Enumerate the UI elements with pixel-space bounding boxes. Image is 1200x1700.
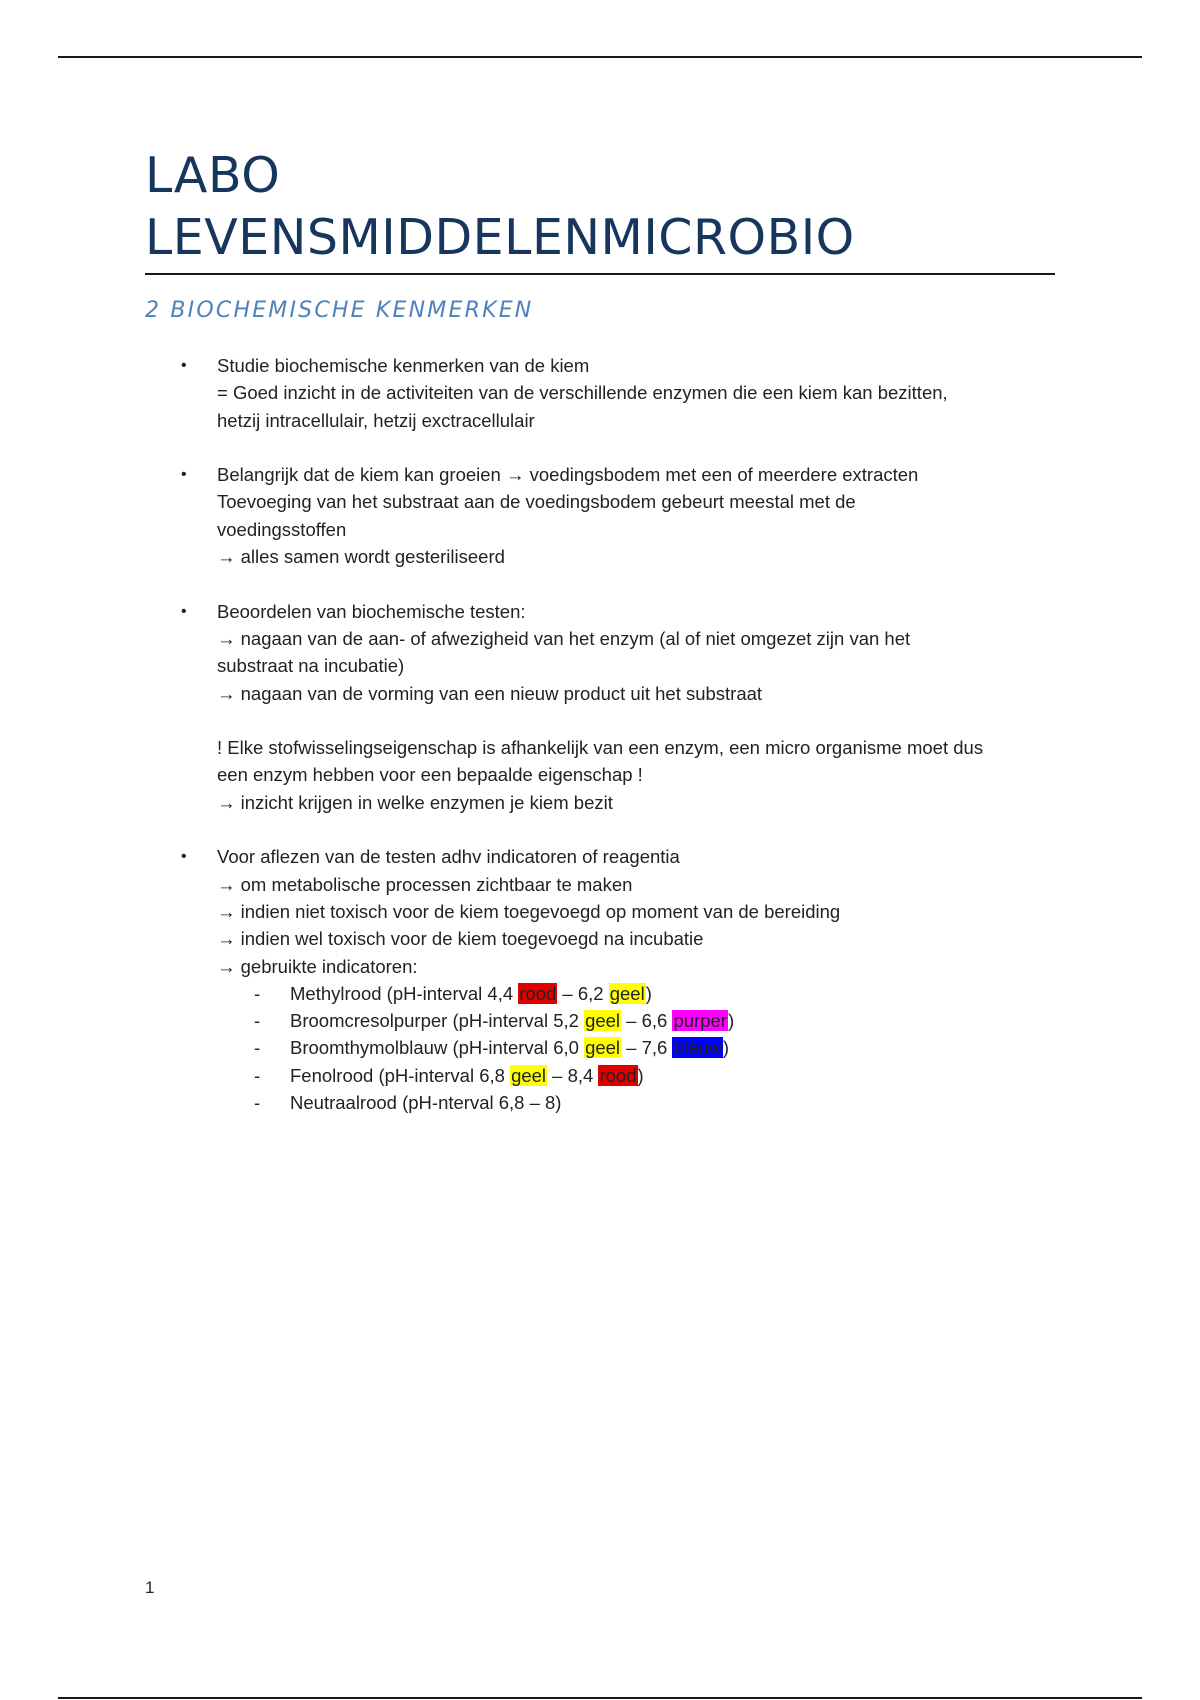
indicator-text: ) — [727, 1010, 735, 1032]
text-line: voedingsstoffen — [217, 518, 347, 540]
indicator-text: Methylrood (pH-interval 4,4 — [290, 982, 519, 1004]
indicator-fenolrood — [217, 1062, 1065, 1089]
color-highlight-geel: geel — [609, 982, 645, 1004]
indicator-text: – 7,6 — [621, 1037, 673, 1059]
text-line: → inzicht krijgen in welke enzymen je kiem bezit — [217, 791, 613, 813]
bullet-marker: • — [181, 602, 187, 620]
bullet-item-belangrijk — [145, 461, 1065, 570]
color-highlight-geel: geel — [511, 1064, 547, 1086]
color-highlight-rood: rood — [519, 982, 557, 1004]
indicator-list — [217, 980, 1065, 1116]
dash-marker: - — [254, 1037, 261, 1059]
indicator-neutraalrood — [217, 1089, 1065, 1116]
indicator-text: – 6,6 — [621, 1010, 673, 1032]
paragraph-gap — [217, 707, 1065, 734]
indicator-text: ) — [722, 1037, 729, 1059]
text-line: Beoordelen van biochemische testen: — [217, 600, 526, 622]
bullet-item-aflezen — [145, 843, 1065, 1116]
text-line: → alles samen wordt gesteriliseerd — [217, 546, 505, 568]
color-highlight-geel: geel — [585, 1010, 621, 1032]
header-rule — [58, 56, 1142, 58]
indicator-broomcresolpurper — [217, 1007, 1065, 1034]
bullet-marker: • — [181, 848, 187, 866]
text-line: → nagaan van de aan- of afwezigheid van het enzym (al of niet omgezet zijn van het — [217, 627, 911, 649]
text-line: = Goed inzicht in de activiteiten van de verschillende enzymen die een kiem kan bezitten, — [217, 382, 948, 404]
color-highlight-rood: rood — [599, 1064, 637, 1086]
dash-marker: - — [254, 1010, 261, 1032]
text-line: → gebruikte indicatoren: — [217, 955, 418, 977]
text-line: ! Elke stofwisselingseigenschap is afhankelijk van een enzym, een micro organisme moet dus — [217, 737, 984, 759]
text-line: Studie biochemische kenmerken van de kiem — [217, 355, 590, 376]
text-line: substraat na incubatie) — [217, 655, 405, 677]
text-line: hetzij intracellulair, hetzij exctracellulair — [217, 409, 535, 431]
indicator-text: Neutraalrood (pH-nterval 6,8 – 8) — [290, 1092, 562, 1114]
text-line: Belangrijk dat de kiem kan groeien → voedingsbodem met een of meerdere extracten — [217, 464, 919, 486]
indicator-text: Broomthymolblauw (pH-interval 6,0 — [290, 1037, 585, 1059]
text-line: Voor aflezen van de testen adhv indicatoren of reagentia — [217, 846, 680, 868]
bullet-list — [145, 352, 1065, 1116]
bullet-item-beoordelen — [145, 598, 1065, 816]
title-line-1: LABO — [145, 147, 281, 204]
text-line: een enzym hebben voor een bepaalde eigenschap ! — [217, 764, 643, 786]
dash-marker: - — [254, 982, 261, 1004]
text-line: Toevoeging van het substraat aan de voedingsbodem gebeurt meestal met de — [217, 491, 856, 513]
bullet-marker: • — [181, 357, 187, 374]
section-heading: 2 BIOCHEMISCHE KENMERKEN — [145, 298, 534, 323]
title-line-2: LEVENSMIDDELENMICROBIO — [145, 209, 855, 266]
text-line: → indien niet toxisch voor de kiem toegevoegd op moment van de bereiding — [217, 900, 841, 922]
text-line: → om metabolische processen zichtbaar te maken — [217, 873, 633, 895]
page-number: 1 — [145, 1578, 155, 1597]
indicator-text: Fenolrood (pH-interval 6,8 — [290, 1064, 511, 1086]
dash-marker: - — [254, 1064, 261, 1086]
indicator-text: – 6,2 — [557, 982, 609, 1004]
footer-rule — [58, 1697, 1142, 1699]
bullet-marker: • — [181, 466, 187, 484]
text-line: → indien wel toxisch voor de kiem toegevoegd na incubatie — [217, 928, 704, 950]
indicator-broomthymolblauw — [217, 1034, 1065, 1061]
bullet-item-studie — [145, 352, 1065, 434]
indicator-text: Broomcresolpurper (pH-interval 5,2 — [290, 1010, 585, 1032]
indicator-text: ) — [637, 1064, 644, 1086]
indicator-text: ) — [645, 982, 652, 1004]
indicator-text: – 8,4 — [547, 1064, 599, 1086]
document-title — [145, 145, 1055, 275]
document-body — [145, 352, 1065, 1144]
text-line: → nagaan van de vorming van een nieuw product uit het substraat — [217, 682, 763, 704]
color-highlight-blauw: blauw — [673, 1037, 722, 1059]
dash-marker: - — [254, 1092, 261, 1114]
indicator-methylrood — [217, 980, 1065, 1007]
color-highlight-geel: geel — [585, 1037, 621, 1059]
color-highlight-purper: purper — [673, 1010, 727, 1032]
